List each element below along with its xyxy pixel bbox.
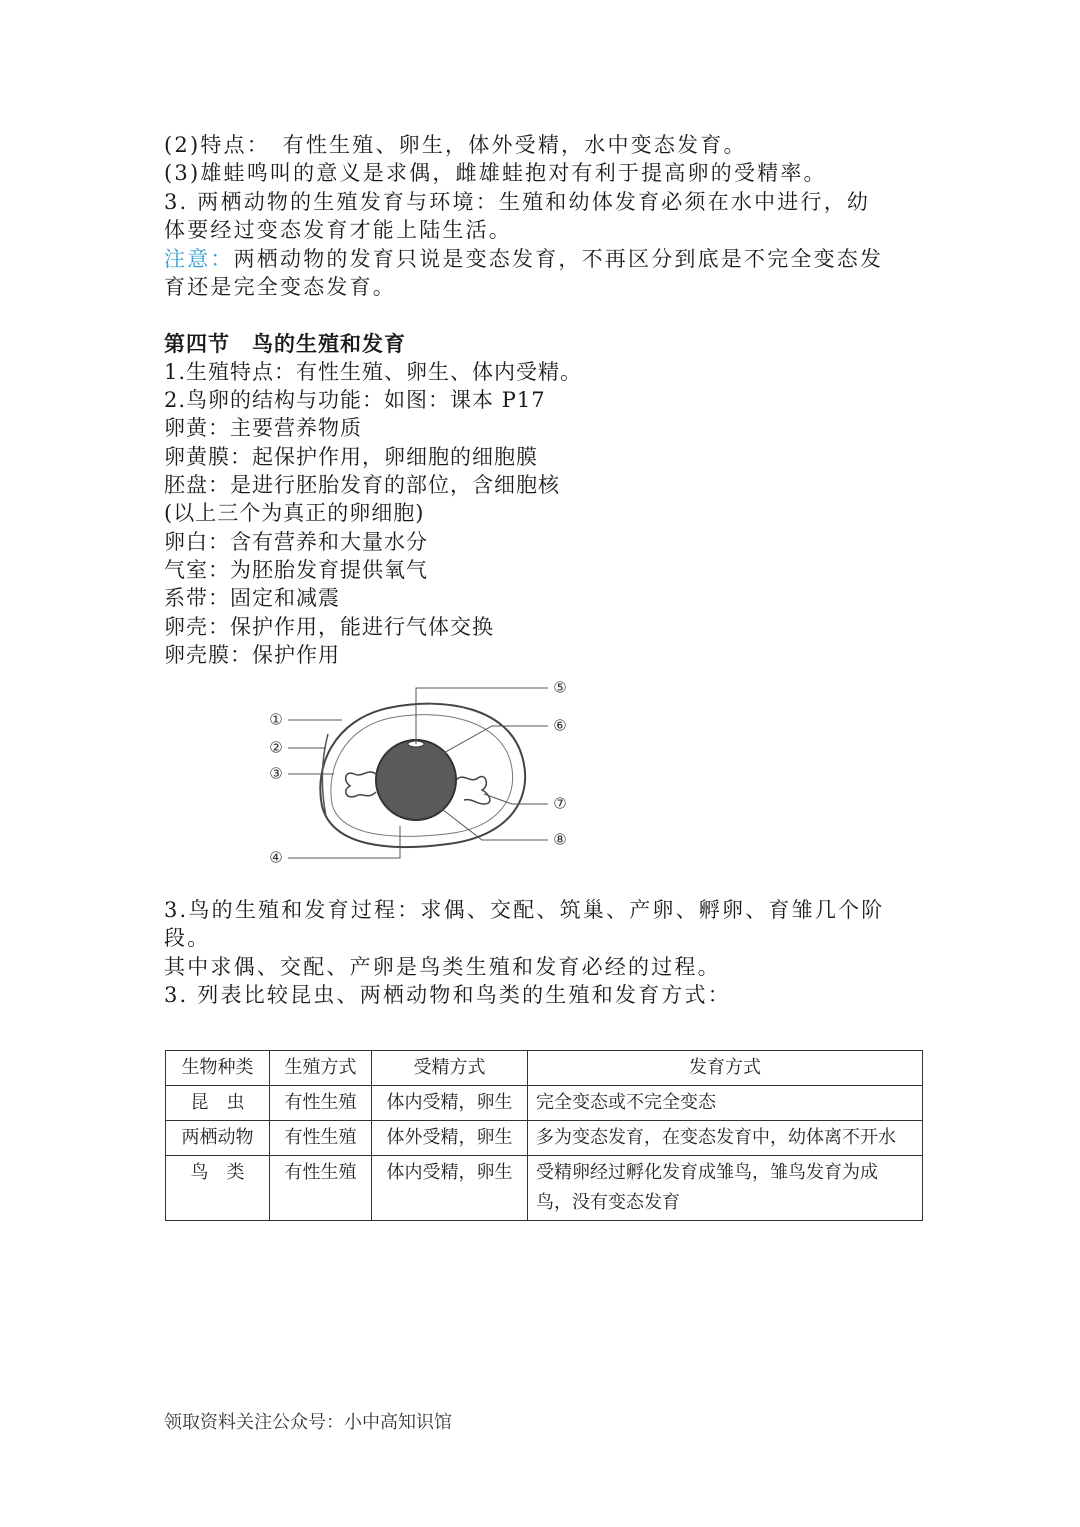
text-line: 段。 <box>164 926 211 950</box>
table-row <box>166 1121 923 1156</box>
cell-line: 受精卵经过孵化发育成雏鸟，雏鸟发育为成 <box>536 1162 878 1183</box>
text-line: 1.生殖特点：有性生殖、卵生、体内受精。 <box>164 360 583 384</box>
text-line: 其中求偶、交配、产卵是鸟类生殖和发育必经的过程。 <box>164 955 721 979</box>
table-cell: 有性生殖 <box>270 1086 372 1121</box>
cell-line: 鸟，没有变态发育 <box>536 1192 680 1213</box>
text-line: 系带：固定和减震 <box>164 586 340 610</box>
table-cell: 鸟 类 <box>166 1156 270 1221</box>
text-line: 3.鸟的生殖和发育过程：求偶、交配、筑巢、产卵、孵卵、育雏几个阶 <box>164 898 885 922</box>
table-cell: 两栖动物 <box>166 1121 270 1156</box>
text-line: (以上三个为真正的卵细胞) <box>164 501 425 525</box>
text-line: 3. 两栖动物的生殖发育与环境：生殖和幼体发育必须在水中进行，幼 <box>164 190 871 214</box>
text-line: 卵黄：主要营养物质 <box>164 416 362 440</box>
text-line: (3)雄蛙鸣叫的意义是求偶，雌雄蛙抱对有利于提高卵的受精率。 <box>164 161 827 185</box>
label-6: ⑥ <box>553 716 567 735</box>
text-line: 2.鸟卵的结构与功能：如图：课本 P17 <box>164 388 546 412</box>
label-1: ① <box>269 710 283 729</box>
text-line: 卵壳膜：保护作用 <box>164 643 340 667</box>
air-cell <box>322 734 328 816</box>
table-row <box>166 1086 923 1121</box>
text-line: 卵壳：保护作用，能进行气体交换 <box>164 615 494 639</box>
yolk <box>376 740 456 820</box>
egg-structure-diagram <box>258 676 588 876</box>
text-line: 卵黄膜：起保护作用，卵细胞的细胞膜 <box>164 445 538 469</box>
note-line-cont: 育还是完全变态发育。 <box>164 275 396 299</box>
chalaza-left <box>346 772 376 797</box>
label-3: ③ <box>269 764 283 783</box>
table-cell: 有性生殖 <box>270 1121 372 1156</box>
footer-text: 领取资料关注公众号：小中高知识馆 <box>164 1412 452 1433</box>
note-line <box>164 245 883 273</box>
text-line: 体要经过变态发育才能上陆生活。 <box>164 218 512 242</box>
table-cell: 体内受精，卵生 <box>372 1156 528 1221</box>
table-cell: 昆 虫 <box>166 1086 270 1121</box>
chalaza-right <box>456 777 490 804</box>
label-8: ⑧ <box>553 830 567 849</box>
label-2: ② <box>269 738 283 757</box>
text-line: 胚盘：是进行胚胎发育的部位，含细胞核 <box>164 473 560 497</box>
table-header: 发育方式 <box>528 1051 923 1086</box>
table-cell-multiline <box>528 1156 923 1221</box>
table-header: 生物种类 <box>166 1051 270 1086</box>
table-cell: 多为变态发育，在变态发育中，幼体离不开水 <box>528 1121 923 1156</box>
label-4: ④ <box>269 848 283 867</box>
table-cell: 体外受精，卵生 <box>372 1121 528 1156</box>
table-cell: 有性生殖 <box>270 1156 372 1221</box>
table-header: 生殖方式 <box>270 1051 372 1086</box>
table-cell: 完全变态或不完全变态 <box>528 1086 923 1121</box>
table-header-row <box>166 1051 923 1086</box>
note-text: 两栖动物的发育只说是变态发育，不再区分到底是不完全变态发 <box>233 247 884 271</box>
section-title: 第四节 鸟的生殖和发育 <box>164 331 406 356</box>
text-line: 气室：为胚胎发育提供氧气 <box>164 558 428 582</box>
label-7: ⑦ <box>553 794 567 813</box>
comparison-table <box>165 1050 923 1221</box>
table-cell: 体内受精，卵生 <box>372 1086 528 1121</box>
table-header: 受精方式 <box>372 1051 528 1086</box>
text-line: 3. 列表比较昆虫、两栖动物和鸟类的生殖和发育方式： <box>164 983 731 1007</box>
label-5: ⑤ <box>553 678 567 697</box>
table-row <box>166 1156 923 1221</box>
note-label: 注意： <box>164 247 234 271</box>
text-line: (2)特点： 有性生殖、卵生，体外受精，水中变态发育。 <box>164 133 747 157</box>
text-line: 卵白：含有营养和大量水分 <box>164 530 428 554</box>
